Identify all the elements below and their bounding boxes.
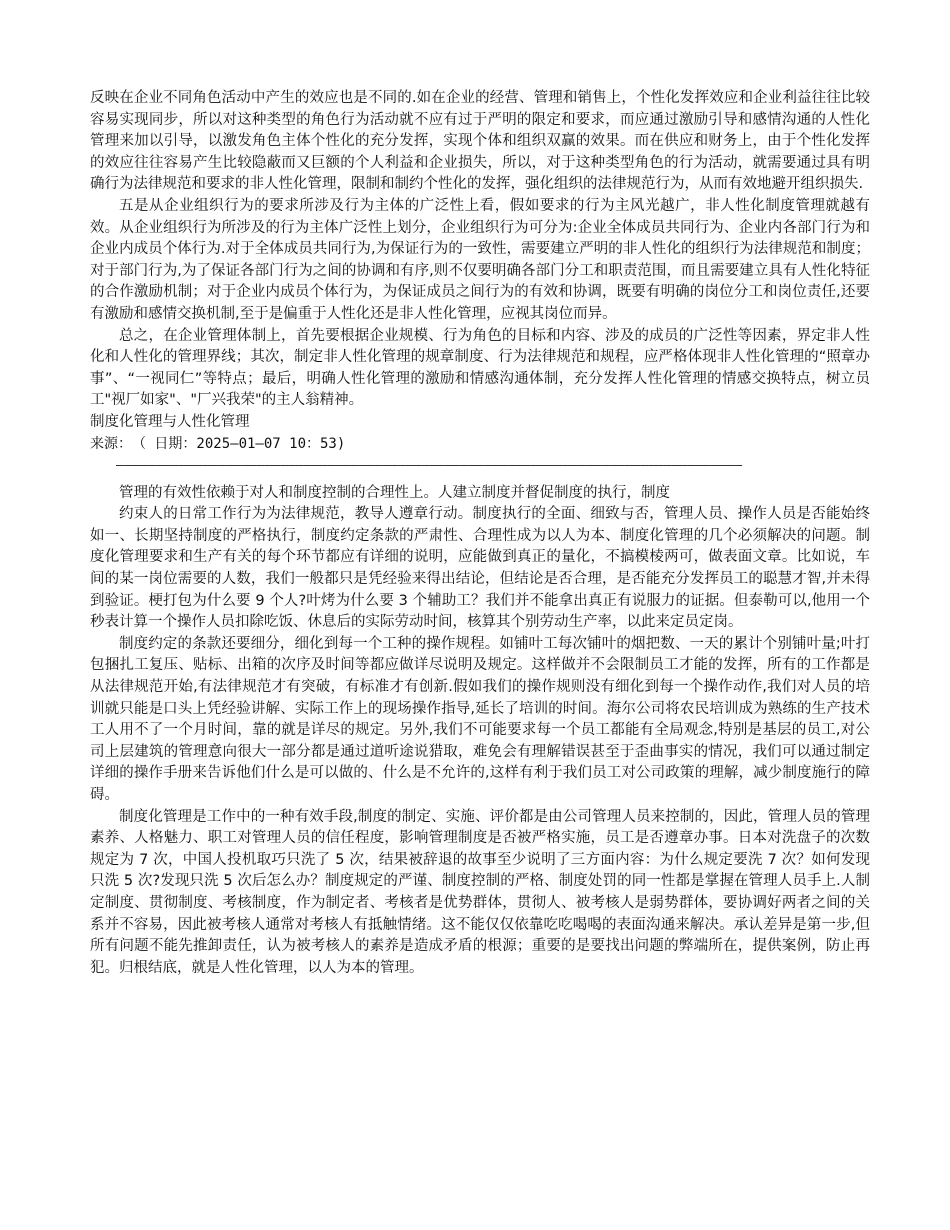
paragraph-management-control: 制度化管理是工作中的一种有效手段,制度的制定、实施、评价都是由公司管理人员来控制的，因此，管理人员的管理素养、人格魅力、职工对管理人员的信任程度，影响管理制度是否被严格实施，员工是否遵章办事。日本对洗盘子的次数规定为 7 次，中国人投机取巧只洗了 5 次，结果被辞退的故事至少说明了三方面内容：为什么规定要洗 7 次？如何发现只洗 5 次?发现只洗 5 次后怎么办？制度规定的严谨、制度控制的严格、制度处罚的同一性都是掌握在管理人员手上.人制定制度、贯彻制度、考核制度，作为制定者、考核者是优势群体，贯彻人、被考核人是弱势群体，要协调好两者之间的关系并不容易，因此被考核人通常对考核人有抵触情绪。这不能仅仅依靠吃吃喝喝的表面沟通来解决。承认差异是第一步,但所有问题不能先推卸责任，认为被考核人的素养是造成矛盾的根源；重要的是要找出问题的弊端所在，提供案例，防止再犯。归根结底，就是人性化管理，以人为本的管理。 <box>90 808 870 976</box>
paragraph-detail-rules: 制度约定的条款还要细分，细化到每一个工种的操作规程。如铺叶工每次铺叶的烟把数、一天的累计个别铺叶量;叶打包捆扎工复压、贴标、出箱的次序及时间等都应做详尽说明及规定。这样做并不会限制员工才能的发挥，所有的工作都是从法律规范开始,有法律规范才有突破，有标准才有创新.假如我们的操作规则没有细化到每一个操作动作,我们对人员的培训就只能是口头上凭经验讲解、实际工作上的现场操作指导,延长了培训的时间。海尔公司将农民培训成为熟练的生产技术工人用不了一个月时间，靠的就是详尽的规定。另外,我们不可能要求每一个员工都能有全局观念,特别是基层的员工,对公司上层建筑的管理意向很大一部分都是通过道听途说猎取，难免会有理解错误甚至于歪曲事实的情况，我们可以通过制定详细的操作手册来告诉他们什么是可以做的、什么是不允许的,这样有利于我们员工对公司政策的理解，减少制度施行的障碍。 <box>90 635 870 803</box>
divider-line: ——–––——–––——–––——–———–——–—————–––——————–––—––––——–––——–——–——–––––———–––––——–––—— <box>116 458 743 474</box>
article-title: 制度化管理与人性化管理 <box>90 413 250 430</box>
document-page <box>90 88 870 979</box>
paragraph-continued: 反映在企业不同角色活动中产生的效应也是不同的.如在企业的经营、管理和销售上，个性化发挥效应和企业利益往往比较容易实现同步，所以对这种类型的角色行为活动就不应有过于严明的限定和要求，而应通过激励引导和感情沟通的人性化管理来加以引导，以激发角色主体个性化的充分发挥，实现个体和组织双赢的效果。而在供应和财务上，由于个性化发挥的效应往往容易产生比较隐蔽而又巨额的个人利益和企业损失，所以，对于这种类型角色的行为活动，就需要通过具有明确行为法律规范和要求的非人性化管理，限制和制约个性化的发挥，强化组织的法律规范行为，从而有效地避开组织损失. <box>90 90 870 193</box>
paragraph-intro: 管理的有效性依赖于对人和制度控制的合理性上。人建立制度并督促制度的执行，制度 <box>119 484 670 501</box>
paragraph-point-five: 五是从企业组织行为的要求所涉及行为主体的广泛性上看，假如要求的行为主风光越广，非人性化制度管理就越有效。从企业组织行为所涉及的行为主体广泛性上划分，企业组织行为可分为:企业全体成员共同行为、企业内各部门行为和企业内成员个体行为.对于全体成员共同行为,为保证行为的一致性，需要建立严明的非人性化的组织行为法律规范和制度；对于部门行为,为了保证各部门行为之间的协调和有序,则不仅要明确各部门分工和职责范围，而且需要建立具有人性化特征的合作激励机制；对于企业内成员个体行为，为保证成员之间行为的有效和协调，既要有明确的岗位分工和岗位责任,还要有激励和感情交换机制,至于是偏重于人性化还是非人性化管理，应视其岗位而异。 <box>90 197 870 322</box>
article-source-date: 来源： （ 日期：2025—01—07 10：53) <box>90 435 346 452</box>
paragraph-constraint: 约束人的日常工作行为为法律规范，教导人遵章行动。制度执行的全面、细致与否，管理人员、操作人员是否能始终如一、长期坚持制度的严格执行，制度约定条款的严肃性、合理性成为以人为本、制度化管理的几个必须解决的问题。制度化管理要求和生产有关的每个环节都应有详细的说明，应能做到真正的量化，不搞模棱两可，做表面文章。比如说，车间的某一岗位需要的人数，我们一般都只是凭经验来得出结论，但结论是否合理，是否能充分发挥员工的聪慧才智,并未得到验证。梗打包为什么要 9 个人?叶烤为什么要 3 个辅助工？我们并不能拿出真正有说服力的证据。但泰勒可以,他用一个秒表计算一个操作人员扣除吃饭、休息后的实际劳动时间，核算其个别劳动生产率，以此来定员定岗。 <box>90 506 870 631</box>
paragraph-conclusion: 总之，在企业管理体制上，首先要根据企业规模、行为角色的目标和内容、涉及的成员的广泛性等因素，界定非人性化和人性化的管理界线；其次，制定非人性化管理的规章制度、行为法律规范和规程，应严格体现非人性化管理的“照章办事”、“一视同仁”等特点；最后，明确人性化管理的激励和情感沟通体制，充分发挥人性化管理的情感交换特点，树立员工"视厂如家"、"厂兴我荣"的主人翁精神。 <box>90 327 870 409</box>
